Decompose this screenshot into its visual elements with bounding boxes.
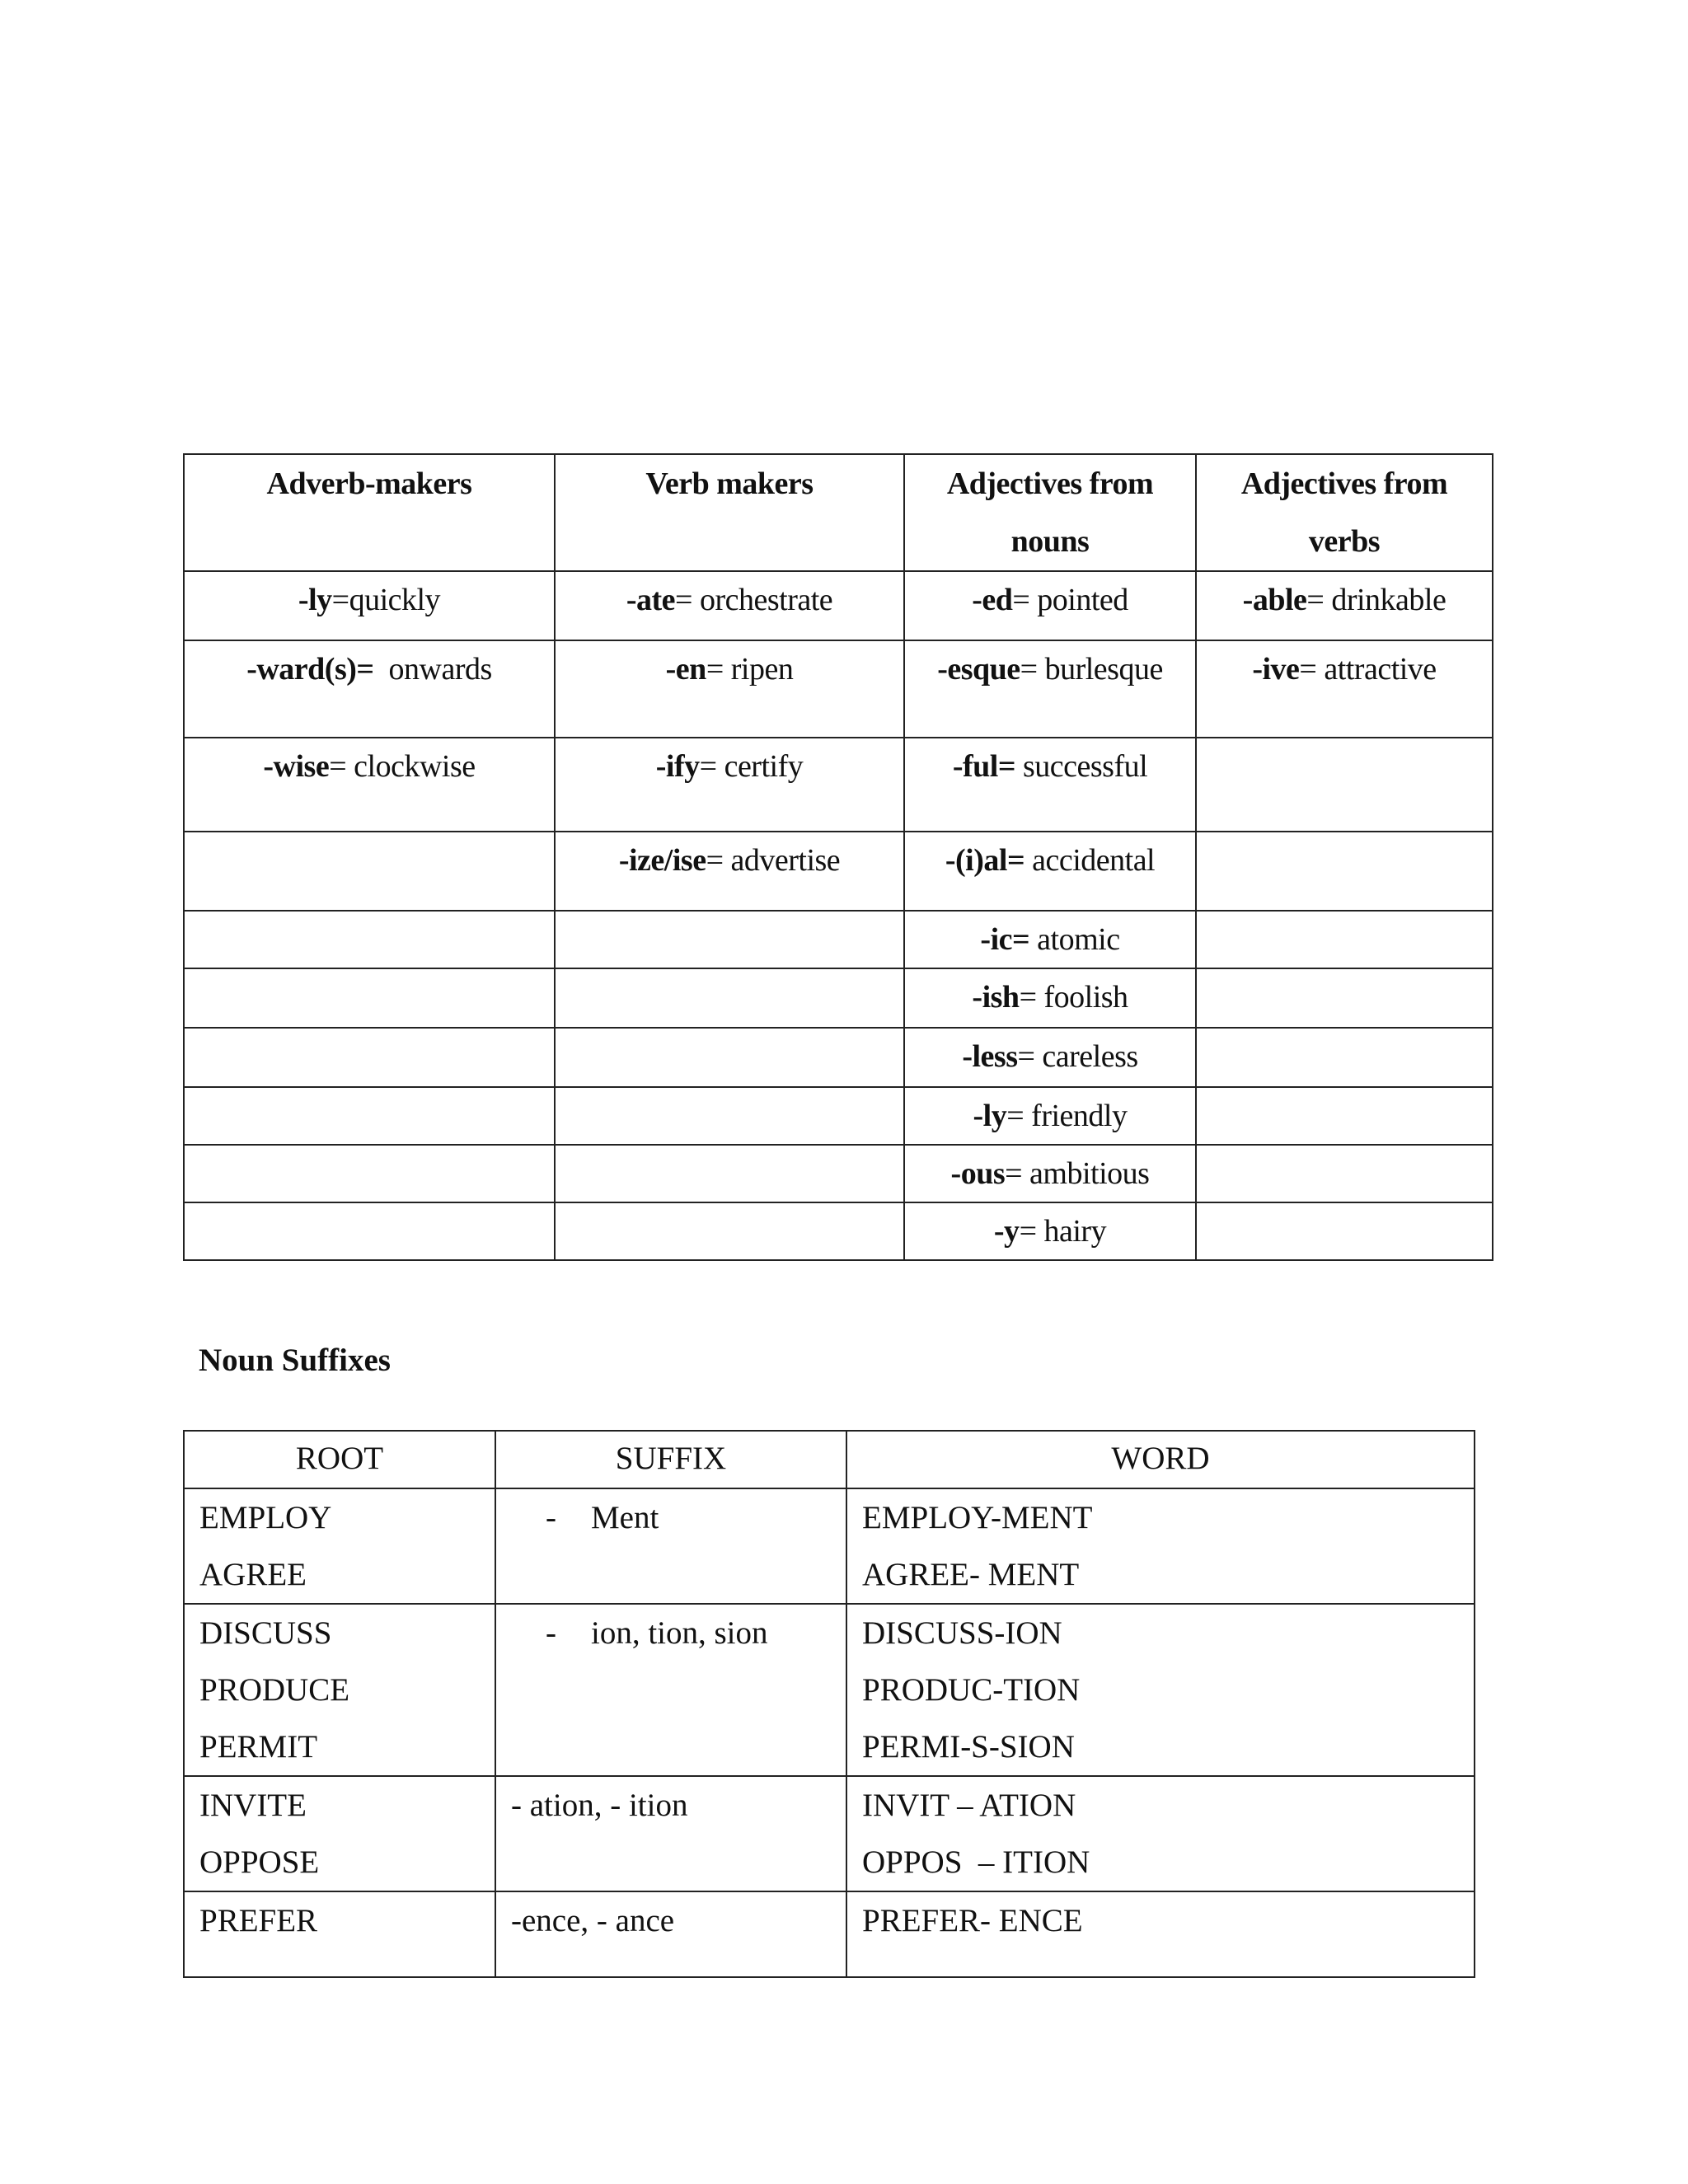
empty-cell [1196,1028,1493,1087]
empty-cell [555,1028,904,1087]
suffix-cell: -ful= successful [904,738,1196,832]
suffix-cell: - Ment [495,1488,846,1604]
noun-suffix-table [183,1430,1475,1978]
noun-suffixes-heading: Noun Suffixes [199,1343,391,1378]
empty-cell [1196,968,1493,1028]
empty-cell [184,1202,555,1260]
suffix-cell: -esque= burlesque [904,640,1196,738]
empty-cell [1196,911,1493,968]
empty-cell [1196,1202,1493,1260]
empty-cell [555,968,904,1028]
suffix-cell: -ify= certify [555,738,904,832]
suffix-cell: -ed= pointed [904,571,1196,640]
table-row [184,1488,1475,1604]
table-row [184,571,1493,640]
suffix-cell: - ion, tion, sion [495,1604,846,1776]
empty-cell [1196,1087,1493,1145]
suffix-cell: -ate= orchestrate [555,571,904,640]
suffix-cell: -en= ripen [555,640,904,738]
empty-cell [184,1087,555,1145]
empty-cell [184,832,555,911]
table-row [184,738,1493,832]
word-cell: DISCUSS-ION PRODUC-TION PERMI-S-SION [846,1604,1475,1776]
table-row [184,832,1493,911]
root-cell: INVITE OPPOSE [184,1776,495,1891]
table-row [184,1202,1493,1260]
suffix-cell: -ive= attractive [1196,640,1493,738]
header-verb-makers: Verb makers [555,454,904,571]
empty-cell [184,911,555,968]
suffix-cell: -(i)al= accidental [904,832,1196,911]
word-cell: EMPLOY-MENT AGREE- MENT [846,1488,1475,1604]
table-row [184,911,1493,968]
empty-cell [555,1087,904,1145]
word-cell: PREFER- ENCE [846,1891,1475,1977]
table-row [184,640,1493,738]
suffix-table-header-row [184,454,1493,571]
empty-cell [1196,832,1493,911]
noun-table-header-row [184,1431,1475,1488]
suffix-cell: -wise= clockwise [184,738,555,832]
empty-cell [184,1028,555,1087]
suffix-cell: -ize/ise= advertise [555,832,904,911]
suffix-cell: -ous= ambitious [904,1145,1196,1202]
table-row [184,1891,1475,1977]
header-root: ROOT [184,1431,495,1488]
suffix-cell: -ic= atomic [904,911,1196,968]
word-cell: INVIT – ATION OPPOS – ITION [846,1776,1475,1891]
empty-cell [555,911,904,968]
empty-cell [555,1202,904,1260]
suffix-cell: -ly=quickly [184,571,555,640]
empty-cell [184,1145,555,1202]
empty-cell [184,968,555,1028]
suffix-cell: -ish= foolish [904,968,1196,1028]
table-row [184,1776,1475,1891]
suffix-cell: -ward(s)= onwards [184,640,555,738]
root-cell: EMPLOY AGREE [184,1488,495,1604]
table-row [184,1087,1493,1145]
table-row [184,1028,1493,1087]
suffix-cell: -y= hairy [904,1202,1196,1260]
empty-cell [555,1145,904,1202]
suffix-cell: -less= careless [904,1028,1196,1087]
header-word: WORD [846,1431,1475,1488]
empty-cell [1196,738,1493,832]
header-suffix: SUFFIX [495,1431,846,1488]
root-cell: PREFER [184,1891,495,1977]
root-cell: DISCUSS PRODUCE PERMIT [184,1604,495,1776]
header-adjectives-from-nouns: Adjectives from nouns [904,454,1196,571]
table-row [184,1145,1493,1202]
table-row [184,968,1493,1028]
header-adjectives-from-verbs: Adjectives from verbs [1196,454,1493,571]
header-adverb-makers: Adverb-makers [184,454,555,571]
suffix-cell: -ence, - ance [495,1891,846,1977]
suffix-cell: -able= drinkable [1196,571,1493,640]
empty-cell [1196,1145,1493,1202]
table-row [184,1604,1475,1776]
suffix-table [183,453,1493,1261]
suffix-cell: -ly= friendly [904,1087,1196,1145]
suffix-cell: - ation, - ition [495,1776,846,1891]
